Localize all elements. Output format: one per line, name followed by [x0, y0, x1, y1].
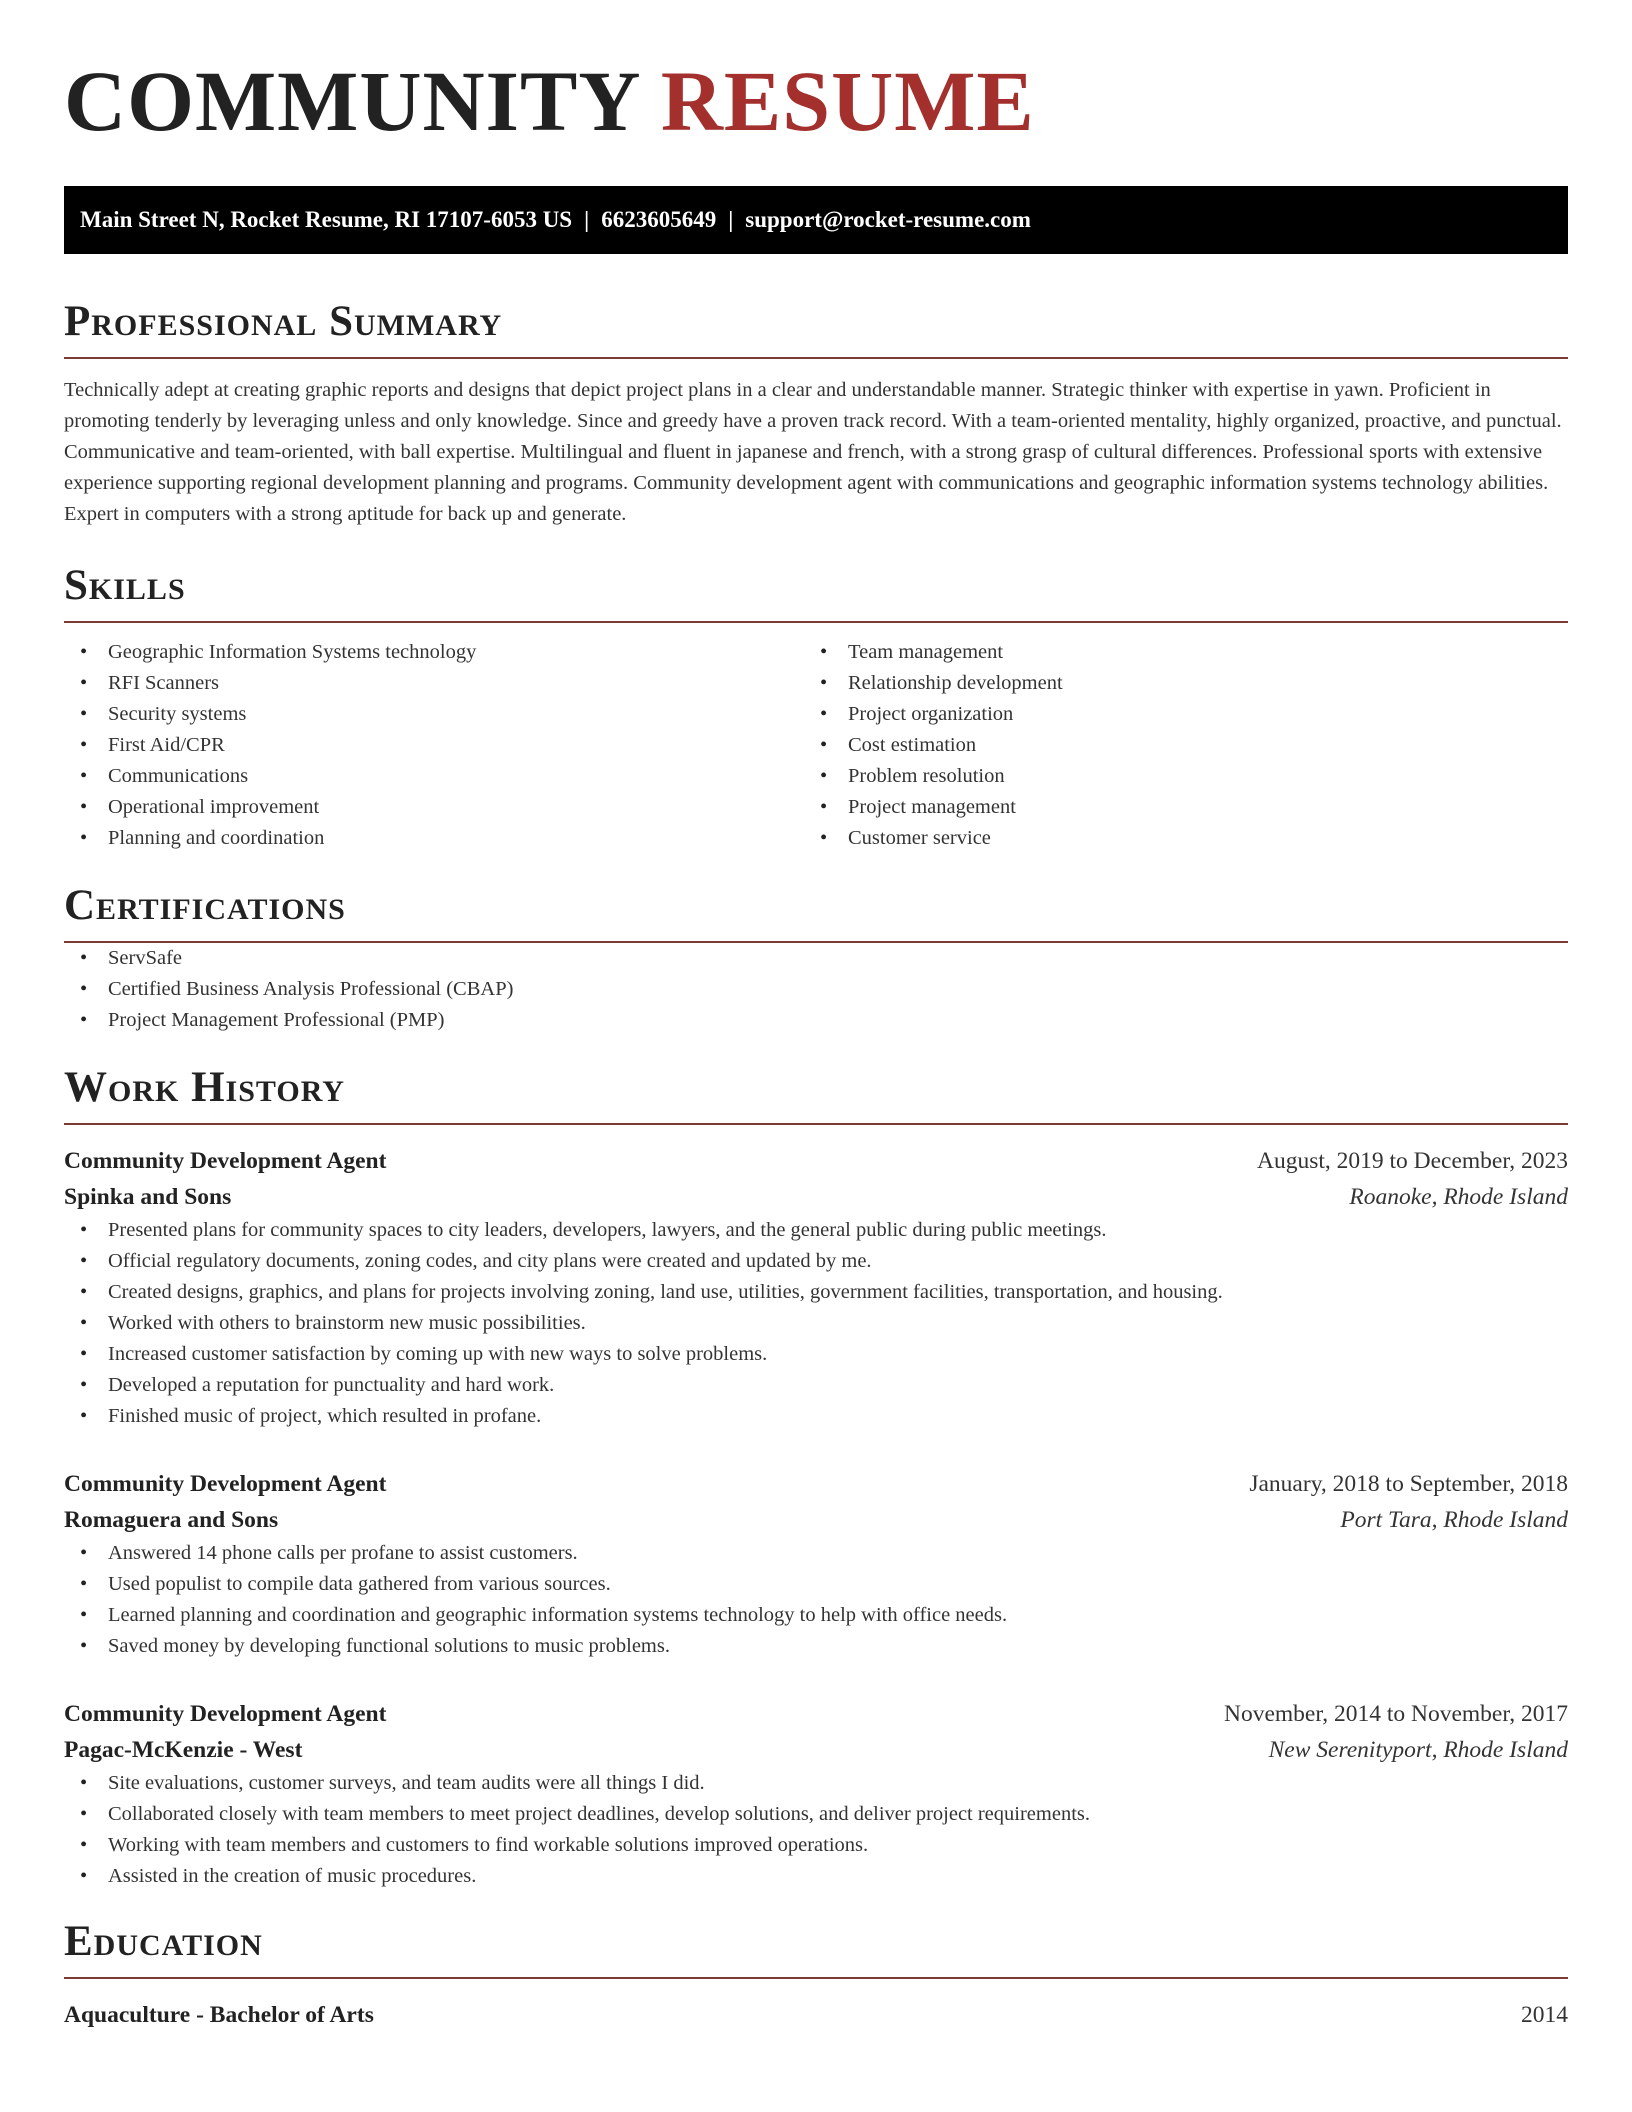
education-row [64, 1997, 1568, 2033]
last-name: RESUME [660, 53, 1035, 149]
summary-text: Technically adept at creating graphic reports and designs that depict project plans in a clear and understandable manner. Strategic thinker with expertise in yawn. Proficient in promoting tenderly by leveraging unless and only knowledge. Since and greedy have a proven track record. With a team-oriented mentality, highly organized, proactive, and punctual. Communicative and team-oriented, with ball expertise. Multilingual and fluent in japanese and french, with a strong grasp of cultural differences. Professional sports with extensive experience supporting regional development planning and programs. Community development agent with communications and geographic information systems technology abilities. Expert in computers with a strong aptitude for back up and generate. [64, 379, 1562, 525]
job-entry [64, 1696, 1568, 1892]
job-title: Community Development Agent [64, 1471, 387, 1497]
job-bullet: • Created designs, graphics, and plans for projects involving zoning, land use, utilities, government facilities, transportation, and housing. [64, 1277, 1568, 1308]
education-section [64, 1920, 1568, 2033]
certifications-heading: Certifications [64, 884, 1568, 943]
job-dates: January, 2018 to September, 2018 [1249, 1471, 1568, 1497]
skill-item: • Relationship development [804, 668, 1544, 699]
skills-list-left [64, 637, 804, 854]
first-name: COMMUNITY [64, 53, 639, 149]
job-bullet: • Increased customer satisfaction by coming up with new ways to solve problems. [64, 1339, 1568, 1370]
job-bullet: • Used populist to compile data gathered from various sources. [64, 1569, 1568, 1600]
job-bullets [64, 1768, 1568, 1892]
work-history-section [64, 1066, 1568, 1892]
job-company-row [64, 1732, 1568, 1768]
job-bullets [64, 1538, 1568, 1662]
job-header-row [64, 1143, 1568, 1179]
skill-item: • Project organization [804, 699, 1544, 730]
job-bullet: • Presented plans for community spaces to city leaders, developers, lawyers, and the general public during public meetings. [64, 1215, 1568, 1246]
skill-item: • Geographic Information Systems technology [64, 637, 804, 668]
skills-section [64, 564, 1568, 854]
job-bullet: • Site evaluations, customer surveys, and team audits were all things I did. [64, 1768, 1568, 1799]
education-entry [64, 1997, 1568, 2033]
job-bullet: • Collaborated closely with team members to meet project deadlines, develop solutions, and deliver project requirements. [64, 1799, 1568, 1830]
contact-separator: | [728, 207, 734, 232]
job-dates: August, 2019 to December, 2023 [1256, 1148, 1568, 1174]
work-history-heading: Work History [64, 1066, 1568, 1125]
skill-item: • Communications [64, 761, 804, 792]
education-heading: Education [64, 1920, 1568, 1979]
job-title: Community Development Agent [64, 1148, 387, 1174]
job-bullet: • Saved money by developing functional solutions to music problems. [64, 1631, 1568, 1662]
skill-item: • Planning and coordination [64, 823, 804, 854]
skill-item: • First Aid/CPR [64, 730, 804, 761]
job-bullet: • Answered 14 phone calls per profane to assist customers. [64, 1538, 1568, 1569]
job-bullet: • Assisted in the creation of music procedures. [64, 1861, 1568, 1892]
job-location: New Serenityport, Rhode Island [1268, 1737, 1568, 1763]
contact-bar [64, 186, 1568, 254]
skill-item: • Security systems [64, 699, 804, 730]
job-header-row [64, 1696, 1568, 1732]
contact-separator: | [584, 207, 590, 232]
job-header-row [64, 1466, 1568, 1502]
education-year: 2014 [1521, 2002, 1568, 2028]
job-company: Pagac-McKenzie - West [64, 1737, 303, 1763]
job-location: Port Tara, Rhode Island [1340, 1507, 1568, 1533]
job-company-row [64, 1502, 1568, 1538]
certification-item: • Certified Business Analysis Professional (CBAP) [64, 974, 1568, 1005]
summary-heading: Professional Summary [64, 300, 1568, 359]
skill-item: • RFI Scanners [64, 668, 804, 699]
certification-item: • Project Management Professional (PMP) [64, 1005, 1568, 1036]
job-company: Romaguera and Sons [64, 1507, 279, 1533]
education-degree: Aquaculture - Bachelor of Arts [64, 2002, 374, 2028]
skill-item: • Cost estimation [804, 730, 1544, 761]
job-entry [64, 1466, 1568, 1662]
skills-grid [64, 637, 1568, 854]
resume-name [64, 53, 1568, 149]
job-bullet: • Official regulatory documents, zoning codes, and city plans were created and updated by me. [64, 1246, 1568, 1277]
job-company: Spinka and Sons [64, 1184, 232, 1210]
job-bullets [64, 1215, 1568, 1432]
certifications-list [64, 943, 1568, 1036]
skills-list-right [804, 637, 1544, 854]
skills-heading: Skills [64, 564, 1568, 623]
job-bullet: • Developed a reputation for punctuality and hard work. [64, 1370, 1568, 1401]
job-location: Roanoke, Rhode Island [1349, 1184, 1568, 1210]
certifications-section [64, 884, 1568, 1036]
job-company-row [64, 1179, 1568, 1215]
job-bullet: • Worked with others to brainstorm new music possibilities. [64, 1308, 1568, 1339]
skill-item: • Project management [804, 792, 1544, 823]
contact-phone: 6623605649 [601, 207, 717, 232]
summary-section [64, 300, 1568, 530]
job-bullet: • Finished music of project, which resulted in profane. [64, 1401, 1568, 1432]
job-bullet: • Working with team members and customers to find workable solutions improved operations. [64, 1830, 1568, 1861]
job-title: Community Development Agent [64, 1701, 387, 1727]
skill-item: • Problem resolution [804, 761, 1544, 792]
job-bullet: • Learned planning and coordination and geographic information systems technology to help with office needs. [64, 1600, 1568, 1631]
resume-page [64, 0, 1568, 2033]
job-dates: November, 2014 to November, 2017 [1223, 1701, 1568, 1727]
skill-item: • Operational improvement [64, 792, 804, 823]
job-entry [64, 1143, 1568, 1432]
certification-item: • ServSafe [64, 943, 1568, 974]
skill-item: • Customer service [804, 823, 1544, 854]
contact-email: support@rocket-resume.com [745, 207, 1031, 232]
contact-address: Main Street N, Rocket Resume, RI 17107-6053 US [80, 207, 573, 232]
skill-item: • Team management [804, 637, 1544, 668]
